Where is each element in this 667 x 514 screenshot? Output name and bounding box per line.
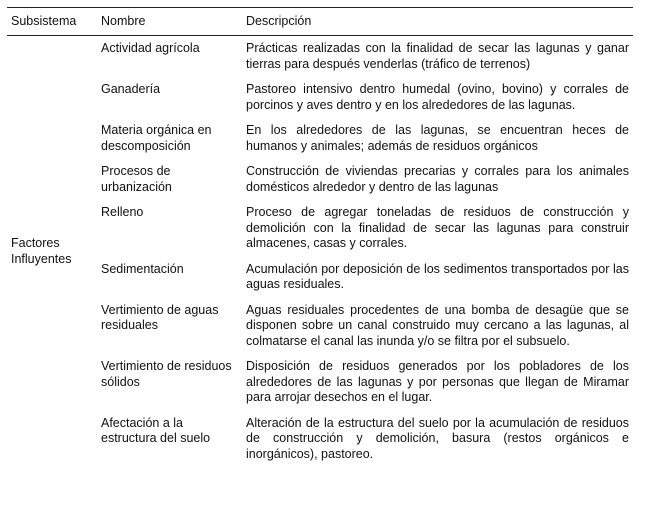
descripcion-cell: Prácticas realizadas con la finalidad de secar las lagunas y ganar tierras para después venderlas (tráfico de terrenos) [246,41,629,71]
table-header [7,8,633,36]
descripcion-cell: Acumulación por deposición de los sedimentos transportados por las aguas residuales. [246,261,629,291]
table-row [7,161,633,202]
nombre-cell: Vertimiento de aguas residuales [101,302,219,332]
nombre-cell: Materia orgánica en descomposición [101,123,212,153]
descripcion-cell: Construcción de viviendas precarias y corrales para los animales domésticos alrededor y dentro de las lagunas [246,164,629,194]
subsistema-cell: Factores Influyentes [11,236,72,266]
nombre-cell: Procesos de urbanización [101,164,172,194]
table-row [7,202,633,259]
table-row [7,79,633,120]
table-row [7,120,633,161]
nombre-cell: Sedimentación [101,261,184,276]
table-row [7,300,633,357]
table-row [7,413,633,470]
header-subsistema: Subsistema [7,8,97,36]
table-body [7,36,633,470]
header-nombre: Nombre [97,8,242,36]
descripcion-cell: En los alrededores de las lagunas, se encuentran heces de humanos y animales; además de residuos orgánicos [246,123,629,153]
nombre-cell: Actividad agrícola [101,41,200,55]
header-descripcion: Descripción [242,8,633,36]
nombre-cell: Vertimiento de residuos sólidos [101,359,232,389]
nombre-cell: Ganadería [101,82,161,96]
header-row [7,8,633,36]
table-row [7,259,633,300]
descripcion-cell: Proceso de agregar toneladas de residuos de construcción y demolición con la finalidad de secar las lagunas para construir almacenes, casas y corrales. [246,205,629,250]
descripcion-cell: Pastoreo intensivo dentro humedal (ovino, bovino) y corrales de porcinos y aves dentro y en los alrededores de las lagunas. [246,82,629,112]
table-row [7,356,633,413]
table-row [7,36,633,80]
nombre-cell: Afectación a la estructura del suelo [101,415,211,445]
nombre-cell: Relleno [101,205,144,219]
factors-table [7,7,633,469]
descripcion-cell: Alteración de la estructura del suelo por la acumulación de residuos de construcción y demolición, basura (restos orgánicos e inorgánicos), pastoreo. [246,415,629,461]
descripcion-cell: Aguas residuales procedentes de una bomba de desagüe que se disponen sobre un canal construido muy cercano a las lagunas, al colmatarse el canal las inunda y/o se filtra por el subsuelo. [246,302,629,348]
descripcion-cell: Disposición de residuos generados por los pobladores de los alrededores de las lagunas y por personas que llegan de Miramar para arrojar desechos en el lugar. [246,359,629,404]
